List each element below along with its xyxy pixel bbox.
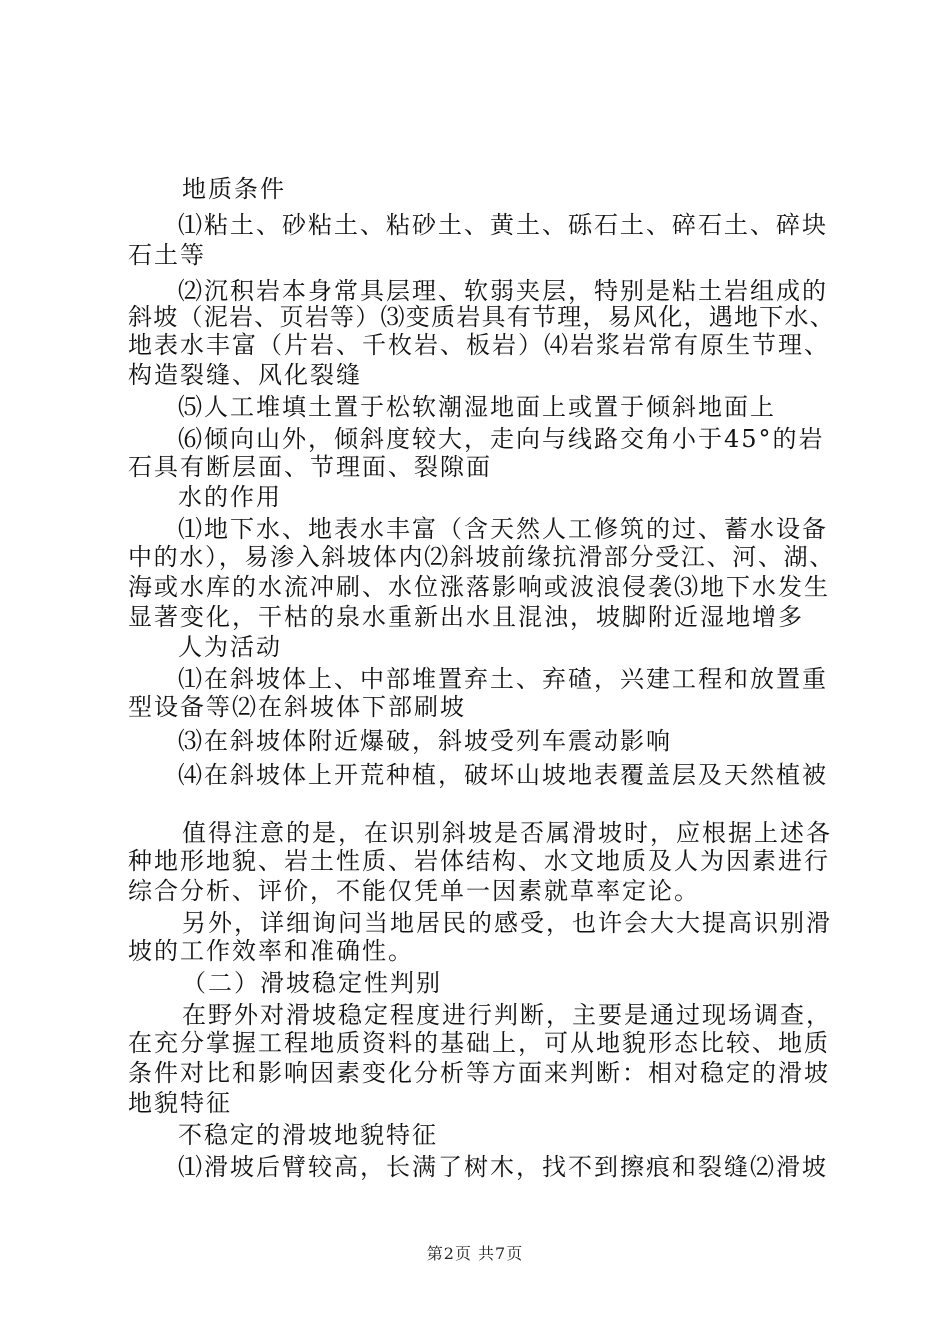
text-line: ⑶在斜坡体附近爆破，斜坡受列车震动影响 [178, 727, 672, 755]
text-line: 石具有断层面、节理面、裂隙面 [128, 453, 492, 481]
text-line: ⑴滑坡后臂较高，长满了树木，找不到擦痕和裂缝⑵滑坡 [178, 1153, 828, 1181]
text-line: 斜坡（泥岩、页岩等）⑶变质岩具有节理，易风化，遇地下水、 [128, 303, 835, 331]
text-line: ⑹倾向山外，倾斜度较大，走向与线路交角小于45°的岩 [178, 425, 825, 453]
text-line: 显著变化，干枯的泉水重新出水且混浊，坡脚附近湿地增多 [128, 603, 804, 631]
text-line: 中的水），易渗入斜坡体内⑵斜坡前缘抗滑部分受江、河、湖、 [128, 543, 835, 571]
text-line: 条件对比和影响因素变化分析等方面来判断：相对稳定的滑坡 [128, 1059, 830, 1087]
text-line: 值得注意的是，在识别斜坡是否属滑坡时，应根据上述各 [182, 819, 832, 847]
text-line: 构造裂缝、风化裂缝 [128, 361, 362, 389]
text-line: 在野外对滑坡稳定程度进行判断，主要是通过现场调查， [182, 1001, 832, 1029]
section-heading: 地质条件 [182, 175, 286, 203]
text-line: 海或水库的水流冲刷、水位涨落影响或波浪侵袭⑶地下水发生 [128, 573, 830, 601]
text-line: 石土等 [128, 241, 206, 269]
text-line: 地貌特征 [128, 1089, 232, 1117]
text-line: ⑴地下水、地表水丰富（含天然人工修筑的过、蓄水设备 [178, 515, 828, 543]
text-line: 综合分析、评价，不能仅凭单一因素就草率定论。 [128, 877, 700, 905]
text-line: 地表水丰富（片岩、千枚岩、板岩）⑷岩浆岩常有原生节理、 [128, 331, 830, 359]
section-heading: 人为活动 [178, 633, 282, 661]
section-heading: 不稳定的滑坡地貌特征 [178, 1121, 438, 1149]
text-line: ⑴粘土、砂粘土、粘砂土、黄土、砾石土、碎石土、碎块 [178, 211, 828, 239]
text-line: ⑵沉积岩本身常具层理、软弱夹层，特别是粘土岩组成的 [178, 277, 828, 305]
text-line: 型设备等⑵在斜坡体下部刷坡 [128, 693, 466, 721]
section-heading: 水的作用 [178, 483, 282, 511]
page-number: 第2页 共7页 [426, 1244, 524, 1263]
text-line: 坡的工作效率和准确性。 [128, 937, 414, 965]
text-line: 种地形地貌、岩土性质、岩体结构、水文地质及人为因素进行 [128, 847, 830, 875]
text-line: 另外，详细询问当地居民的感受，也许会大大提高识别滑 [182, 909, 832, 937]
text-line: ⑷在斜坡体上开荒种植，破坏山坡地表覆盖层及天然植被 [178, 761, 828, 789]
text-line: ⑴在斜坡体上、中部堆置弃土、弃碴，兴建工程和放置重 [178, 665, 828, 693]
section-heading: （二）滑坡稳定性判别 [182, 969, 442, 997]
text-line: 在充分掌握工程地质资料的基础上，可从地貌形态比较、地质 [128, 1029, 830, 1057]
text-line: ⑸人工堆填土置于松软潮湿地面上或置于倾斜地面上 [178, 393, 776, 421]
